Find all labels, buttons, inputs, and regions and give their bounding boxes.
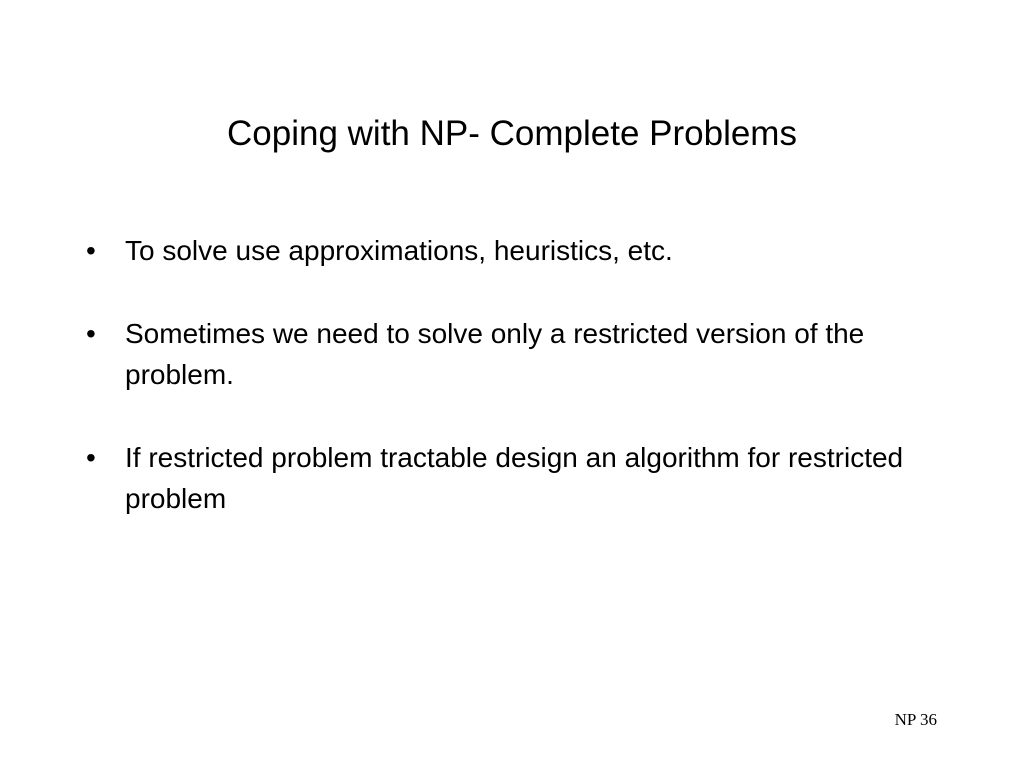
bullet-text: To solve use approximations, heuristics, etc. bbox=[125, 235, 673, 266]
slide-title: Coping with NP- Complete Problems bbox=[227, 114, 797, 153]
bullet-marker: • bbox=[86, 442, 96, 473]
bullet-marker: • bbox=[86, 235, 96, 266]
bullet-marker: • bbox=[86, 318, 96, 349]
slide-number: NP 36 bbox=[894, 710, 937, 729]
bullet-item bbox=[86, 437, 956, 519]
bullet-text: If restricted problem tractable design an algorithm for restricted problem bbox=[125, 442, 904, 514]
bullet-list bbox=[86, 230, 956, 561]
bullet-text: Sometimes we need to solve only a restricted version of the problem. bbox=[125, 318, 865, 390]
bullet-item bbox=[86, 313, 956, 395]
bullet-item bbox=[86, 230, 956, 271]
